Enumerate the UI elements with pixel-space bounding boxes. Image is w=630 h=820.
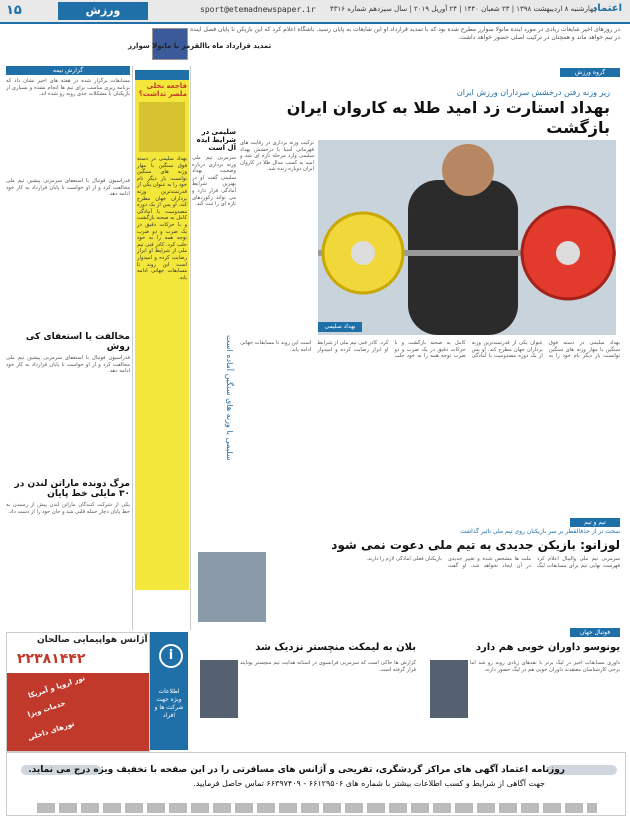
page-number: ۱۵ [6,3,22,18]
main-intro: ترکیب وزنه برداری در رقابت های قهرمانی آسیا با درخشش بهداد سلیمی وارد مرحله تازه ای شد و امید به کسب مدال طلا در کاروان ایران دوباره زنده شد. [240,140,314,173]
mid-tag-row [196,518,620,528]
agency-line-2: خدمات ویزا [26,699,67,719]
newspaper-logo: اعتماد [592,3,622,14]
photo-caption: بهداد سلیمی [318,322,362,332]
sidebar-story-title: سلیمی در شرایط ایده آل است [196,128,236,152]
bottom-tag: فوتبال جهان [570,628,620,637]
yellow-photo [139,102,185,152]
yellow-column [135,70,189,590]
banner-line-1: روزنامه اعتماد آگهی های مراکز گردشگری، تفریحی و آژانس های مسافرتی را در این صفحه با تخفیف ویژه درج می نماید. [28,765,565,775]
main-tag: گروه ورزش [560,68,620,77]
coach-photo [198,552,266,622]
left-story3-title: مرگ دونده ماراتن لندن در ۳۰ مایلی خط پایان [14,479,130,499]
partner-logos [37,803,597,813]
bottom-story2-photo [200,660,238,718]
info-ad-text: اطلاعات ویژه جهت شرکت ها و افراد [154,688,184,719]
sidebar-story [192,88,236,288]
agency-title: آژانس هواپیمایی صالحان [37,635,148,645]
bottom-story2-title: بلان به لیمکت منچستر نزدیک شد [255,642,416,653]
agency-line-1: تور اروپا و آمریکا [27,674,86,700]
strip-headline: تمدید قرارداد ماه باالقرمز با مانولا سوارز [128,42,272,50]
travel-banner[interactable] [6,752,626,816]
section-email[interactable]: sport@etemadnewspaper.ir [200,5,316,14]
weightlifter-illustration [318,140,616,335]
weightlifter-photo [318,140,616,335]
bottom-tag-row [196,628,620,638]
left-story2-title: مخالفت با استعفای کی روش [25,332,130,352]
main-headline: بهداد استارت زد امید طلا به کاروان ایران بازگشت [286,98,610,137]
agency-phone: ۲۲۳۸۱۴۴۲ [17,651,86,667]
dateline: چهارشنبه ۸ اردیبهشت ۱۳۹۸ | ۲۳ شعبان ۱۴۴۰ | ۲۴ آوریل ۲۰۱۹ | سال سیزدهم شماره ۴۳۱۶ [330,5,598,13]
mid-kicker: سخت تر از حذفالفطر بر سر بازیکنان روی تیم ملی تاثیر گذاشت [460,528,620,535]
section-label: ورزش [58,2,148,20]
yellow-body: بهداد سلیمی در دسته فوق سنگین با مهار وزنه های سنگین توانست بار دیگر نام خود را به عنوان یکی از قدرتمندترین وزنه برداران جهان مطرح کند. او پس از یک دوره مصدومیت با آمادگی کامل به صحنه بازگشت و با حرکات دقیق در یک ضرب و دو ضرب توجه همه را به خود جلب کرد. کادر فنی تیم ملی از شرایط او ابراز رضایت کرده و امیدوار است این روند تا مسابقات جهانی ادامه یابد. [137,156,187,281]
bottom-story1-body: داوری مسابقات اخیر در لیگ برتر با نقدهای زیادی روبه رو شد اما برخی کارشناسان معتقدند داوران خوبی هم در لیگ حضور دارند. [470,660,620,673]
agency-ad[interactable] [6,632,150,752]
main-body: بهداد سلیمی در دسته فوق سنگین با مهار وزنه های سنگین توانست بار دیگر نام خود را به عنوان یکی از قدرتمندترین وزنه برداران جهان مطرح کند. او پس از یک دوره مصدومیت با آمادگی کامل به صحنه بازگشت و با حرکات دقیق در یک ضرب و دو ضرب توجه همه را به خود جلب کرد. کادر فنی تیم ملی از شرایط او ابراز رضایت کرده و امیدوار است این روند تا مسابقات جهانی ادامه یابد. [240,340,620,360]
bottom-story1-photo [430,660,468,718]
sidebar-story-body: سرمربی تیم ملی وزنه برداری درباره وضعیت بهداد سلیمی گفت او در بهترین شرایط آمادگی قرار دارد و می تواند رکوردهای تازه ای را ثبت کند. [192,155,236,208]
yellow-story-title: فاجعه نخلی ملصر تداشت؟ [138,82,187,98]
left-story1-body: مسابقات برگزار شده در هفته های اخیر نشان داد که برنامه ریزی مناسب برای تیم ها انجام نشده و بسیاری از بازیکنان با مشکلات جدی روبه رو شده اند. [6,78,130,98]
info-ad[interactable] [150,632,188,750]
column-divider [190,66,191,630]
agency-stripe [7,673,149,751]
header-bar [0,0,630,24]
info-icon: i [159,644,183,668]
left-story3-body: یکی از شرکت کنندگان ماراتن لندن پیش از رسیدن به خط پایان دچار حمله قلبی شد و جان خود را از دست داد. [6,502,130,515]
pull-quote: سلیمی با وزنه های سنگین آماده است [225,335,234,461]
column-divider [132,66,133,630]
main-kicker: زیر وزنه رفتن درخشش سرداران ورزش ایران [456,88,610,97]
mid-headline: لوزانو: بازیکن جدیدی به تیم ملی دعوت نمی شود [331,538,620,552]
strip-text: در روزهای اخیر شایعات زیادی در مورد آینده مانولا سوارز مطرح شده بود که با تمدید قرارداد او این شایعات به پایان رسید. باشگاه اعلام کرد که این بازیکن تا پایان فصل آینده در تیم خواهد ماند و همچنان در ترکیب اصلی حضور خواهد داشت. [190,26,620,41]
left-column [6,66,130,628]
main-tag-row [240,68,620,80]
agency-line-3: تورهای داخلی [26,719,76,743]
mid-body: سرمربی تیم ملی والیبال اعلام کرد فهرست نهایی تیم برای مسابقات لیگ ملت ها مشخص شده و تغییر جدیدی در آن ایجاد نخواهد شد. او گفت بازیکنان فعلی آمادگی لازم را دارند. [366,556,620,569]
bottom-story1-title: یونوسو داوران خوبی هم دارد [475,642,620,653]
mid-tag: تیم و تیم [570,518,620,527]
left-story2-body: فدراسیون فوتبال با استعفای سرمربی پیشین تیم ملی مخالفت کرد و از او خواست تا پایان قرارداد به کار خود ادامه دهد. [6,355,130,375]
banner-line-2: جهت آگاهی از شرایط و کسب اطلاعات بیشتر با شماره های ۶۶۱۲۹۵۰۶ - ۶۶۳۹۷۴۰۹ تماس حاصل فرمایید. [193,779,545,788]
left-story1-body-cont: فدراسیون فوتبال با استعفای سرمربی پیشین تیم ملی مخالفت کرد و از او خواست تا پایان قرارداد به کار خود ادامه دهد. [6,178,130,198]
left-tag: گزارش نیمه [6,66,130,75]
bottom-story2-body: گزارش ها حاکی است که سرمربی فرانسوی در آستانه هدایت تیم منچستر یونایتد قرار گرفته است. [240,660,416,673]
